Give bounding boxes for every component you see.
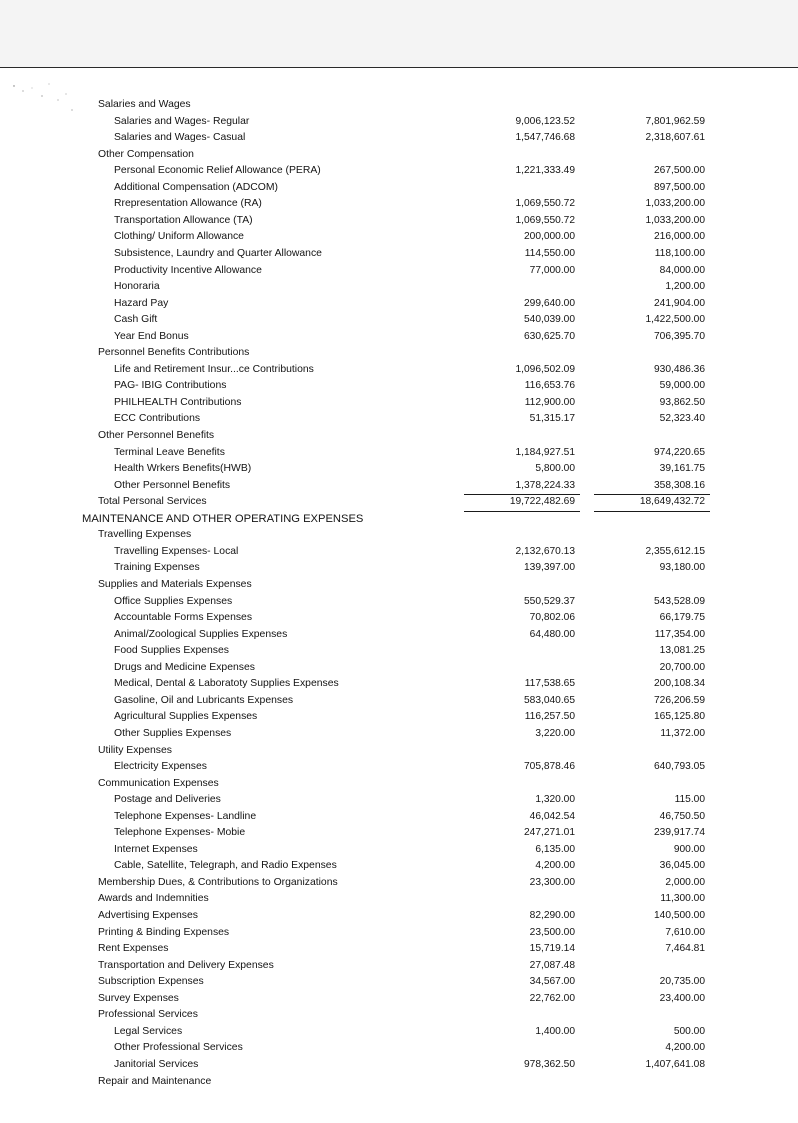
current-year-amount: 139,397.00 xyxy=(524,562,575,574)
row-label: Rrepresentation Allowance (RA) xyxy=(114,198,262,210)
row-label: Salaries and Wages- Casual xyxy=(114,132,246,144)
row-label: Year End Bonus xyxy=(114,330,189,342)
prior-year-amount: 1,407,641.08 xyxy=(645,1058,705,1070)
row-label: PHILHEALTH Contributions xyxy=(114,396,242,408)
prior-year-amount: 23,400.00 xyxy=(659,992,705,1004)
row-label: Health Wrkers Benefits(HWB) xyxy=(114,463,252,475)
prior-year-amount: 13,081.25 xyxy=(659,645,705,657)
prior-year-amount: 706,395.70 xyxy=(654,330,705,342)
line-item-row xyxy=(0,709,798,725)
row-label: Transportation Allowance (TA) xyxy=(114,214,253,226)
line-item-row xyxy=(0,792,798,808)
row-label: Communication Expenses xyxy=(98,777,219,789)
current-year-amount: 64,480.00 xyxy=(529,628,575,640)
prior-year-amount: 7,464.81 xyxy=(665,943,705,955)
prior-year-amount: 18,649,432.72 xyxy=(639,496,705,508)
current-year-amount: 1,400.00 xyxy=(535,1025,575,1037)
row-label: Personnel Benefits Contributions xyxy=(98,347,250,359)
current-year-amount: 114,550.00 xyxy=(524,248,575,259)
prior-year-amount: 640,793.05 xyxy=(654,761,705,772)
prior-year-amount: 84,000.00 xyxy=(659,264,705,276)
line-item-row xyxy=(0,594,798,610)
prior-year-amount: 46,750.50 xyxy=(659,810,705,822)
row-label: Internet Expenses xyxy=(114,843,198,855)
row-label: Printing & Binding Expenses xyxy=(98,926,230,938)
prior-year-amount: 93,180.00 xyxy=(659,562,705,574)
current-year-amount: 3,220.00 xyxy=(535,727,575,739)
row-label: Hazard Pay xyxy=(114,297,169,309)
category-row xyxy=(0,875,798,891)
category-row xyxy=(0,941,798,957)
prior-year-amount: 4,200.00 xyxy=(665,1042,705,1054)
row-label: Medical, Dental & Laboratoty Supplies Expenses xyxy=(114,678,339,690)
prior-year-amount: 2,355,612.15 xyxy=(645,545,705,557)
row-label: Total Personal Services xyxy=(98,496,207,508)
line-item-row xyxy=(0,676,798,692)
row-label: Other Supplies Expenses xyxy=(114,727,232,739)
total-top-rule-col1 xyxy=(464,494,580,495)
row-label: Personal Economic Relief Allowance (PERA) xyxy=(114,165,321,177)
prior-year-amount: 118,100.00 xyxy=(654,248,705,259)
row-label: Honoraria xyxy=(114,281,160,293)
line-item-row xyxy=(0,560,798,576)
prior-year-amount: 39,161.75 xyxy=(659,463,705,475)
row-label: Office Supplies Expenses xyxy=(114,595,233,607)
current-year-amount: 117,538.65 xyxy=(524,678,575,690)
line-item-row xyxy=(0,411,798,427)
line-item-row xyxy=(0,114,798,130)
category-row xyxy=(0,958,798,974)
line-item-row xyxy=(0,643,798,659)
prior-year-amount: 2,318,607.61 xyxy=(645,132,705,144)
category-row xyxy=(0,743,798,759)
line-item-row xyxy=(0,858,798,874)
category-row xyxy=(0,97,798,113)
prior-year-amount: 1,033,200.00 xyxy=(645,214,705,226)
prior-year-amount: 20,735.00 xyxy=(659,976,705,988)
row-label: Training Expenses xyxy=(114,562,200,574)
row-label: Other Compensation xyxy=(98,148,194,160)
current-year-amount: 583,040.65 xyxy=(524,694,575,706)
current-year-amount: 23,300.00 xyxy=(529,876,575,888)
row-label: Agricultural Supplies Expenses xyxy=(114,711,258,723)
current-year-amount: 247,271.01 xyxy=(524,827,575,839)
row-label: Cable, Satellite, Telegraph, and Radio Expenses xyxy=(114,860,337,872)
line-item-row xyxy=(0,693,798,709)
line-item-row xyxy=(0,726,798,742)
row-label: Accountable Forms Expenses xyxy=(114,612,253,624)
line-item-row xyxy=(0,809,798,825)
prior-year-amount: 66,179.75 xyxy=(659,612,705,624)
line-item-row xyxy=(0,263,798,279)
line-item-row xyxy=(0,825,798,841)
line-item-row xyxy=(0,610,798,626)
prior-year-amount: 358,308.16 xyxy=(654,479,705,491)
line-item-row xyxy=(0,229,798,245)
row-label: Telephone Expenses- Mobie xyxy=(114,827,246,839)
prior-year-amount: 115.00 xyxy=(674,794,705,806)
prior-year-amount: 1,200.00 xyxy=(665,281,705,293)
total-top-rule-col2 xyxy=(594,494,710,495)
row-label: Repair and Maintenance xyxy=(98,1075,212,1087)
current-year-amount: 1,096,502.09 xyxy=(515,363,575,375)
current-year-amount: 77,000.00 xyxy=(529,264,575,276)
current-year-amount: 6,135.00 xyxy=(535,843,575,855)
current-year-amount: 116,257.50 xyxy=(524,711,575,723)
current-year-amount: 46,042.54 xyxy=(529,810,575,822)
category-row xyxy=(0,428,798,444)
row-label: Postage and Deliveries xyxy=(114,794,221,806)
prior-year-amount: 241,904.00 xyxy=(654,297,705,309)
current-year-amount: 540,039.00 xyxy=(524,314,575,326)
prior-year-amount: 165,125.80 xyxy=(654,711,705,723)
current-year-amount: 705,878.46 xyxy=(524,761,575,772)
prior-year-amount: 1,033,200.00 xyxy=(645,198,705,210)
prior-year-amount: 1,422,500.00 xyxy=(645,314,705,326)
row-label: Salaries and Wages xyxy=(98,99,191,110)
line-item-row xyxy=(0,759,798,775)
total-bottom-rule-col1 xyxy=(464,511,580,512)
row-label: Additional Compensation (ADCOM) xyxy=(114,181,279,193)
current-year-amount: 200,000.00 xyxy=(524,231,575,243)
row-label: Telephone Expenses- Landline xyxy=(114,810,257,822)
category-row xyxy=(0,147,798,163)
prior-year-amount: 216,000.00 xyxy=(654,231,705,243)
row-label: Salaries and Wages- Regular xyxy=(114,115,250,127)
row-label: Supplies and Materials Expenses xyxy=(98,579,252,590)
current-year-amount: 1,221,333.49 xyxy=(515,165,575,177)
prior-year-amount: 200,108.34 xyxy=(654,678,705,690)
line-item-row xyxy=(0,478,798,494)
line-item-row xyxy=(0,163,798,179)
line-item-row xyxy=(0,1040,798,1056)
prior-year-amount: 930,486.36 xyxy=(654,363,705,375)
row-label: Utility Expenses xyxy=(98,744,172,756)
row-label: Subscription Expenses xyxy=(98,976,204,988)
category-row xyxy=(0,991,798,1007)
row-label: Janitorial Services xyxy=(114,1058,199,1070)
line-item-row xyxy=(0,544,798,560)
row-label: Life and Retirement Insur...ce Contributions xyxy=(114,363,314,375)
current-year-amount: 112,900.00 xyxy=(524,396,575,408)
line-item-row xyxy=(0,329,798,345)
prior-year-amount: 500.00 xyxy=(673,1025,705,1037)
prior-year-amount: 140,500.00 xyxy=(654,910,705,921)
row-label: Productivity Incentive Allowance xyxy=(114,264,262,276)
category-row xyxy=(0,527,798,543)
line-item-row xyxy=(0,279,798,295)
line-item-row xyxy=(0,196,798,212)
category-row xyxy=(0,494,798,510)
row-label: Terminal Leave Benefits xyxy=(114,446,225,458)
category-row xyxy=(0,925,798,941)
prior-year-amount: 543,528.09 xyxy=(654,595,705,607)
row-label: Awards and Indemnities xyxy=(98,893,209,905)
line-item-row xyxy=(0,660,798,676)
line-item-row xyxy=(0,627,798,643)
current-year-amount: 978,362.50 xyxy=(524,1058,575,1070)
row-label: Advertising Expenses xyxy=(98,910,198,921)
prior-year-amount: 11,372.00 xyxy=(660,727,705,739)
row-label: Other Professional Services xyxy=(114,1042,243,1054)
prior-year-amount: 974,220.65 xyxy=(654,446,705,458)
current-year-amount: 23,500.00 xyxy=(529,926,575,938)
top-rule xyxy=(0,67,798,68)
current-year-amount: 22,762.00 xyxy=(529,992,575,1004)
category-row xyxy=(0,776,798,792)
category-row xyxy=(0,1007,798,1023)
row-label: Animal/Zoological Supplies Expenses xyxy=(114,628,288,640)
row-label: Subsistence, Laundry and Quarter Allowance xyxy=(114,248,322,259)
current-year-amount: 1,184,927.51 xyxy=(515,446,575,458)
row-label: Professional Services xyxy=(98,1009,198,1021)
current-year-amount: 1,320.00 xyxy=(535,794,575,806)
line-item-row xyxy=(0,395,798,411)
prior-year-amount: 2,000.00 xyxy=(665,876,705,888)
current-year-amount: 2,132,670.13 xyxy=(515,545,575,557)
category-row xyxy=(0,1074,798,1090)
total-bottom-rule-col2 xyxy=(594,511,710,512)
row-label: Other Personnel Benefits xyxy=(114,479,231,491)
current-year-amount: 51,315.17 xyxy=(529,413,575,425)
line-item-row xyxy=(0,213,798,229)
row-label: Other Personnel Benefits xyxy=(98,430,215,441)
line-item-row xyxy=(0,362,798,378)
row-label: Electricity Expenses xyxy=(114,761,207,772)
current-year-amount: 1,069,550.72 xyxy=(515,214,575,226)
line-item-row xyxy=(0,1057,798,1073)
current-year-amount: 299,640.00 xyxy=(524,297,575,309)
line-item-row xyxy=(0,130,798,146)
current-year-amount: 70,802.06 xyxy=(529,612,575,624)
row-label: Travelling Expenses- Local xyxy=(114,545,239,557)
line-item-row xyxy=(0,461,798,477)
line-item-row xyxy=(0,246,798,262)
prior-year-amount: 59,000.00 xyxy=(659,380,705,392)
category-row xyxy=(0,891,798,907)
current-year-amount: 1,378,224.33 xyxy=(515,479,575,491)
current-year-amount: 19,722,482.69 xyxy=(509,496,575,508)
prior-year-amount: 726,206.59 xyxy=(654,694,705,706)
prior-year-amount: 7,610.00 xyxy=(665,926,705,938)
prior-year-amount: 52,323.40 xyxy=(659,413,705,425)
current-year-amount: 15,719.14 xyxy=(529,943,575,955)
row-label: Transportation and Delivery Expenses xyxy=(98,959,274,971)
prior-year-amount: 239,917.74 xyxy=(654,827,705,839)
section-heading-row xyxy=(0,511,798,527)
line-item-row xyxy=(0,296,798,312)
category-row xyxy=(0,908,798,924)
line-item-row xyxy=(0,378,798,394)
line-item-row xyxy=(0,180,798,196)
current-year-amount: 5,800.00 xyxy=(535,463,575,475)
prior-year-amount: 93,862.50 xyxy=(659,396,705,408)
current-year-amount: 82,290.00 xyxy=(529,910,575,921)
line-item-row xyxy=(0,1024,798,1040)
current-year-amount: 630,625.70 xyxy=(524,330,575,342)
current-year-amount: 1,069,550.72 xyxy=(515,198,575,210)
prior-year-amount: 117,354.00 xyxy=(654,628,705,640)
prior-year-amount: 11,300.00 xyxy=(660,893,705,905)
category-row xyxy=(0,345,798,361)
current-year-amount: 34,567.00 xyxy=(529,976,575,988)
row-label: Survey Expenses xyxy=(98,992,179,1004)
current-year-amount: 9,006,123.52 xyxy=(515,115,575,127)
current-year-amount: 550,529.37 xyxy=(524,595,575,607)
current-year-amount: 27,087.48 xyxy=(529,959,575,971)
prior-year-amount: 900.00 xyxy=(673,843,705,855)
row-label: Cash Gift xyxy=(114,314,158,326)
row-label: Food Supplies Expenses xyxy=(114,645,229,657)
row-label: Travelling Expenses xyxy=(98,529,192,541)
prior-year-amount: 7,801,962.59 xyxy=(645,115,705,127)
scan-top-margin xyxy=(0,0,798,68)
row-label: Rent Expenses xyxy=(98,943,169,955)
prior-year-amount: 897,500.00 xyxy=(654,181,705,193)
current-year-amount: 4,200.00 xyxy=(535,860,575,872)
row-label: PAG- IBIG Contributions xyxy=(114,380,227,392)
current-year-amount: 1,547,746.68 xyxy=(515,132,575,144)
row-label: Gasoline, Oil and Lubricants Expenses xyxy=(114,694,294,706)
row-label: Membership Dues, & Contributions to Organizations xyxy=(98,876,338,888)
category-row xyxy=(0,577,798,593)
row-label: MAINTENANCE AND OTHER OPERATING EXPENSES xyxy=(82,512,364,525)
row-label: Drugs and Medicine Expenses xyxy=(114,661,255,673)
row-label: Legal Services xyxy=(114,1025,183,1037)
row-label: ECC Contributions xyxy=(114,413,201,425)
line-item-row xyxy=(0,312,798,328)
current-year-amount: 116,653.76 xyxy=(524,380,575,392)
prior-year-amount: 36,045.00 xyxy=(659,860,705,872)
line-item-row xyxy=(0,842,798,858)
prior-year-amount: 20,700.00 xyxy=(659,661,705,673)
row-label: Clothing/ Uniform Allowance xyxy=(114,231,244,243)
prior-year-amount: 267,500.00 xyxy=(654,165,705,177)
category-row xyxy=(0,974,798,990)
line-item-row xyxy=(0,445,798,461)
